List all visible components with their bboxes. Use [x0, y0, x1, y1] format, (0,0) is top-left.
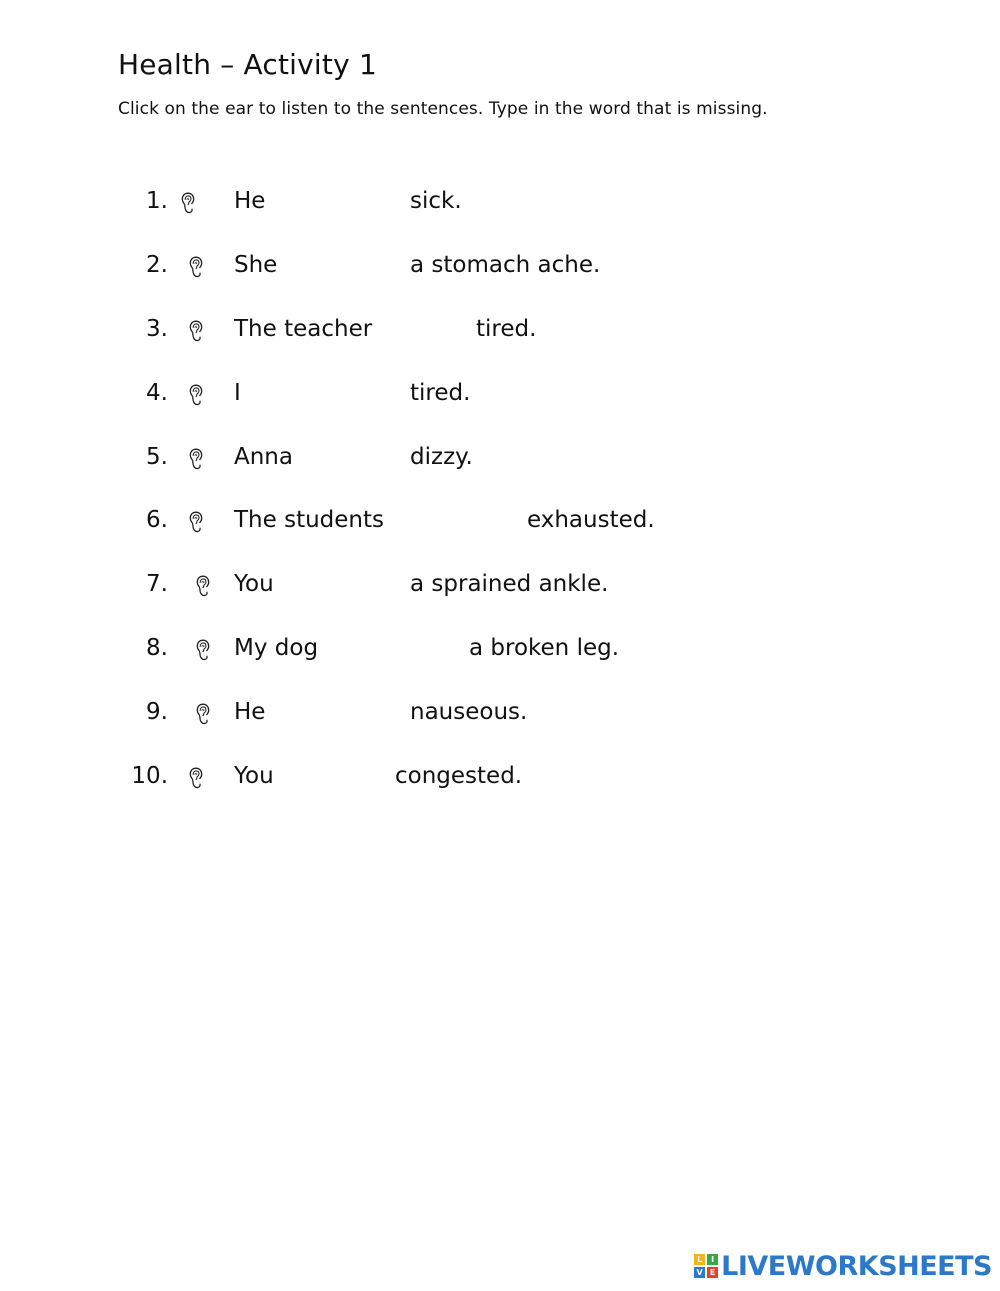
exercise-item-3	[0, 316, 1000, 356]
sentence-end: exhausted.	[527, 507, 655, 533]
sentence-start: The students	[234, 507, 384, 533]
answer-input[interactable]	[312, 444, 400, 474]
exercise-item-9	[0, 699, 1000, 739]
sentence-start: You	[234, 571, 274, 597]
item-number: 1.	[146, 188, 168, 214]
answer-input[interactable]	[398, 507, 520, 537]
sentence-end: dizzy.	[410, 444, 473, 470]
sentence-start: He	[234, 699, 266, 725]
ear-icon[interactable]	[189, 384, 203, 406]
logo-mark-letter: L	[694, 1254, 705, 1265]
logo-mark-letter: E	[707, 1267, 718, 1278]
exercise-item-7	[0, 571, 1000, 611]
exercise-item-10	[0, 763, 1000, 803]
answer-input[interactable]	[285, 188, 400, 218]
item-number: 4.	[146, 380, 168, 406]
answer-input[interactable]	[292, 763, 387, 793]
item-number: 3.	[146, 316, 168, 342]
answer-input[interactable]	[280, 699, 400, 729]
sentence-start: My dog	[234, 635, 319, 661]
logo-text: LIVEWORKSHEETS	[721, 1250, 992, 1282]
logo-mark-icon	[694, 1254, 718, 1278]
sentence-end: nauseous.	[410, 699, 528, 725]
sentence-end: sick.	[410, 188, 462, 214]
ear-icon[interactable]	[189, 448, 203, 470]
item-number: 7.	[146, 571, 168, 597]
exercise-item-4	[0, 380, 1000, 420]
sentence-start: She	[234, 252, 278, 278]
ear-icon[interactable]	[181, 192, 195, 214]
ear-icon[interactable]	[196, 639, 210, 661]
item-number: 9.	[146, 699, 168, 725]
answer-input[interactable]	[255, 380, 400, 410]
sentence-end: a sprained ankle.	[410, 571, 609, 597]
exercise-item-6	[0, 507, 1000, 547]
logo-mark-letter: V	[694, 1267, 705, 1278]
answer-input[interactable]	[342, 635, 460, 665]
answer-input[interactable]	[395, 316, 470, 346]
logo-mark-letter: I	[707, 1254, 718, 1265]
ear-icon[interactable]	[196, 575, 210, 597]
liveworksheets-logo	[694, 1252, 992, 1280]
sentence-end: tired.	[410, 380, 471, 406]
sentence-start: The teacher	[234, 316, 373, 342]
sentence-start: Anna	[234, 444, 293, 470]
ear-icon[interactable]	[189, 320, 203, 342]
item-number: 5.	[146, 444, 168, 470]
exercise-item-8	[0, 635, 1000, 675]
sentence-end: tired.	[476, 316, 537, 342]
exercise-item-1	[0, 188, 1000, 228]
sentence-start: You	[234, 763, 274, 789]
item-number: 10.	[131, 763, 168, 789]
sentence-start: He	[234, 188, 266, 214]
sentence-end: a broken leg.	[469, 635, 620, 661]
exercise-item-5	[0, 444, 1000, 484]
ear-icon[interactable]	[189, 511, 203, 533]
page-title: Health – Activity 1	[118, 48, 377, 81]
exercise-item-2	[0, 252, 1000, 292]
answer-input[interactable]	[292, 571, 400, 601]
ear-icon[interactable]	[189, 256, 203, 278]
instructions-text: Click on the ear to listen to the sentences. Type in the word that is missing.	[118, 99, 768, 119]
sentence-start: I	[234, 380, 241, 406]
item-number: 2.	[146, 252, 168, 278]
ear-icon[interactable]	[189, 767, 203, 789]
answer-input[interactable]	[290, 252, 400, 282]
item-number: 8.	[146, 635, 168, 661]
sentence-end: a stomach ache.	[410, 252, 601, 278]
sentence-end: congested.	[395, 763, 523, 789]
ear-icon[interactable]	[196, 703, 210, 725]
item-number: 6.	[146, 507, 168, 533]
